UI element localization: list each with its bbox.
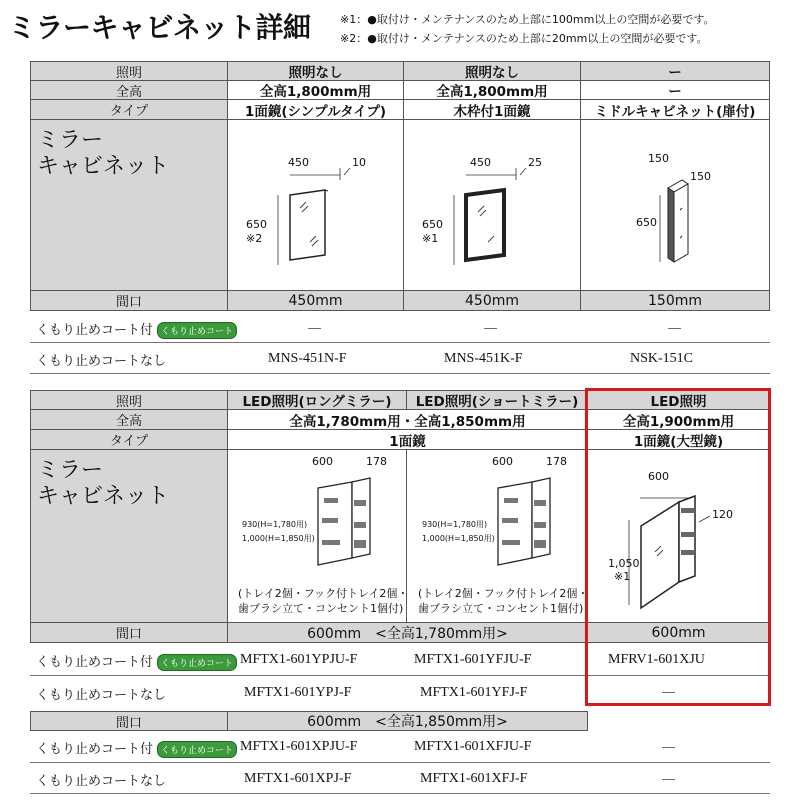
t1-col3-dim-w: 150: [648, 152, 669, 165]
t2-col2-dim-h1: 930(H=1,780用): [422, 520, 488, 529]
label-height: 全高: [30, 80, 228, 100]
t2-with-b-1780: MFTX1-601YFJU-F: [414, 652, 532, 667]
t1-col2-height: 全高1,800mm用: [403, 80, 581, 100]
t2-width-ab-1780: 600mm <全高1,780mm用>: [227, 622, 588, 643]
t2-width-c: 600mm: [587, 622, 770, 643]
t2-without-b-1780: MFTX1-601YFJ-F: [420, 685, 528, 700]
t1-col3-without: NSK-151C: [630, 351, 694, 366]
label-lighting: 照明: [30, 61, 228, 81]
label-type: タイプ: [30, 99, 228, 120]
t1-col3-dim-d: 150: [690, 170, 711, 183]
t2-label-cabinet: キャビネット: [37, 484, 170, 509]
t1-col3-lighting: ー: [580, 61, 770, 81]
t1-col1-with: ―: [308, 321, 321, 336]
t2-label-lighting: 照明: [30, 390, 228, 410]
t1-col1-lighting: 照明なし: [227, 61, 404, 81]
t1-col2-dim-h: 650: [422, 218, 443, 231]
page-title: ミラーキャビネット詳細: [8, 11, 311, 44]
t2-label-height: 全高: [30, 409, 228, 430]
t2-without-b-1850: MFTX1-601XFJ-F: [420, 771, 528, 786]
t1-col1-dim-note: ※2: [246, 232, 263, 245]
antifog-badge: くもり止めコート: [157, 322, 237, 339]
t1-col1-without: MNS-451N-F: [268, 351, 347, 366]
label-mirror: ミラー: [37, 128, 104, 153]
t1-antifog-without-label: くもり止めコートなし: [36, 354, 167, 369]
t1-col1-dim-d: 10: [352, 156, 366, 169]
t1-col2-lighting: 照明なし: [403, 61, 581, 81]
antifog-badge: くもり止めコート: [157, 741, 237, 758]
t2-type-ab: 1面鏡: [227, 429, 588, 450]
t2-without-a-1780: MFTX1-601YPJ-F: [244, 685, 352, 700]
t1-col2-dim-d: 25: [528, 156, 542, 169]
t1-col3-type: ミドルキャビネット(扉付): [580, 99, 770, 120]
label-width: 間口: [30, 290, 228, 311]
t1-col1-width: 450mm: [227, 290, 404, 311]
t2-col2-caption1: (トレイ2個・フック付トレイ2個・: [418, 587, 589, 600]
divider: [30, 762, 770, 763]
t2-col3-dim-d: 120: [712, 508, 733, 521]
t2-col1-dim-w: 600: [312, 455, 333, 468]
t2-antifog-with-label-1780: [36, 651, 237, 671]
short-mirror-illustration: [480, 470, 580, 575]
t2-height-ab: 全高1,780mm用・全高1,850mm用: [227, 409, 588, 430]
t2-with-a-1780: MFTX1-601YPJU-F: [240, 652, 358, 667]
t2-col1-dim-h2: 1,000(H=1,850用): [242, 534, 315, 543]
t1-col1-height: 全高1,800mm用: [227, 80, 404, 100]
t2-label-width-1850: 間口: [30, 711, 228, 731]
t1-antifog-with-label: [36, 319, 237, 339]
t2-col1-dim-h1: 930(H=1,780用): [242, 520, 308, 529]
t2-col2-caption2: 歯ブラシ立て・コンセント1個付): [418, 602, 584, 615]
t2-col1-dim-d: 178: [366, 455, 387, 468]
long-mirror-illustration: [300, 470, 400, 575]
middle-cabinet-illustration: [640, 150, 720, 270]
t2-with-b-1850: MFTX1-601XFJU-F: [414, 739, 532, 754]
t1-col2-with: ―: [484, 321, 497, 336]
t2-light-short: LED照明(ショートミラー): [406, 390, 588, 410]
t2-light-led: LED照明: [587, 390, 770, 410]
divider: [30, 793, 770, 794]
t2-col2-dim-w: 600: [492, 455, 513, 468]
note-2: ※2：●取付け・メンテナンスのため上部に20mm以上の空間が必要です。: [340, 32, 708, 45]
t2-antifog-without-label-1780: くもり止めコートなし: [36, 688, 167, 703]
label-mirror-cabinet-cell: [30, 119, 228, 291]
t2-col1-caption2: 歯ブラシ立て・コンセント1個付): [238, 602, 404, 615]
t2-without-a-1850: MFTX1-601XPJ-F: [244, 771, 352, 786]
t2-width-ab-1850: 600mm <全高1,850mm用>: [227, 711, 588, 731]
t2-col1-caption1: (トレイ2個・フック付トレイ2個・: [238, 587, 409, 600]
t2-col3-dim-note: ※1: [614, 570, 631, 583]
divider: [30, 342, 770, 343]
t2-without-c: ―: [662, 685, 675, 700]
t2-light-long: LED照明(ロングミラー): [227, 390, 407, 410]
t2-with-c: MFRV1-601XJU: [608, 652, 705, 667]
t1-col2-dim-w: 450: [470, 156, 491, 169]
label-cabinet: キャビネット: [37, 154, 170, 179]
antifog-with-text: くもり止めコート付: [36, 742, 154, 757]
t1-col2-width: 450mm: [403, 290, 581, 311]
t1-col2-without: MNS-451K-F: [444, 351, 523, 366]
t2-antifog-with-label-1850: [36, 738, 237, 758]
t1-col1-type: 1面鏡(シンプルタイプ): [227, 99, 404, 120]
t1-col2-type: 木枠付1面鏡: [403, 99, 581, 120]
antifog-badge: くもり止めコート: [157, 654, 237, 671]
t1-col3-width: 150mm: [580, 290, 770, 311]
t1-col1-dim-w: 450: [288, 156, 309, 169]
t1-col1-dim-h: 650: [246, 218, 267, 231]
note-1: ※1：●取付け・メンテナンスのため上部に100mm以上の空間が必要です。: [340, 13, 715, 26]
t2-label-mirror-cabinet-cell: [30, 449, 228, 623]
antifog-with-text: くもり止めコート付: [36, 323, 154, 338]
t2-height-c: 全高1,900mm用: [587, 409, 770, 430]
t2-without-c-1850: ―: [662, 772, 675, 787]
t2-label-width: 間口: [30, 622, 228, 643]
t2-col3-dim-w: 600: [648, 470, 669, 483]
t1-col3-with: ―: [668, 321, 681, 336]
t1-col2-dim-note: ※1: [422, 232, 439, 245]
divider: [30, 373, 770, 374]
t2-col2-dim-h2: 1,000(H=1,850用): [422, 534, 495, 543]
t1-col3-height: ー: [580, 80, 770, 100]
t2-col2-dim-d: 178: [546, 455, 567, 468]
t1-col3-dim-h: 650: [636, 216, 657, 229]
t2-type-c: 1面鏡(大型鏡): [587, 429, 770, 450]
highlight-frame: [585, 388, 771, 706]
t2-label-type: タイプ: [30, 429, 228, 450]
t2-with-c-1850: ―: [662, 740, 675, 755]
t2-col3-dim-h: 1,050: [608, 557, 640, 570]
t2-with-a-1850: MFTX1-601XPJU-F: [240, 739, 358, 754]
t2-label-mirror: ミラー: [37, 458, 104, 483]
t2-antifog-without-label-1850: くもり止めコートなし: [36, 774, 167, 789]
antifog-with-text: くもり止めコート付: [36, 655, 154, 670]
